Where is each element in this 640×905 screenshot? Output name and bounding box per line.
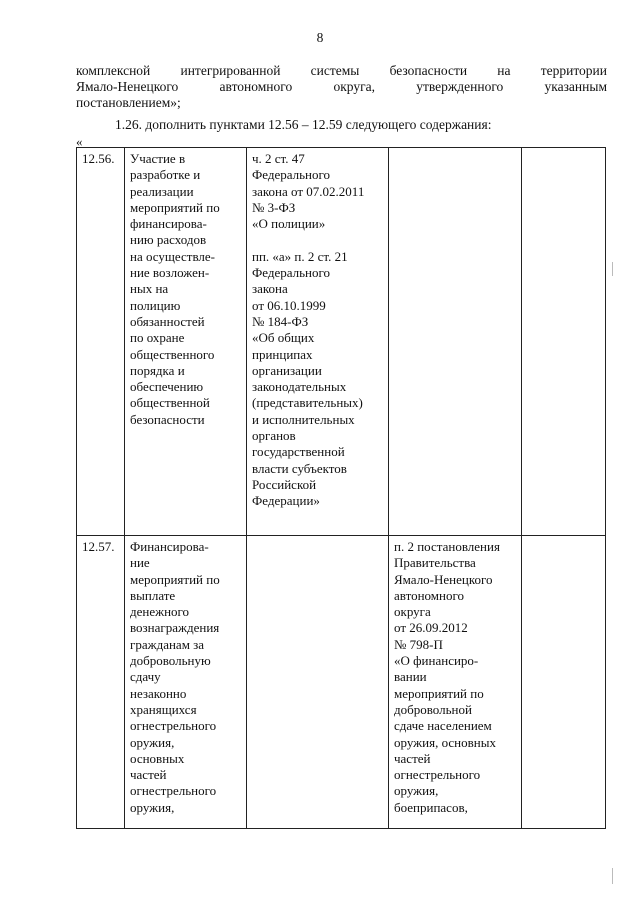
intro-line: комплексной интегрированной системы безопасности на территории <box>76 63 607 78</box>
activity-cell: Участие в разработке и реализации мероприятий по финансирова- нию расходов на осуществле- ние возложен- ных на полицию обязанностей по охране общественного порядка и обеспечению общественной безопасности <box>125 148 247 536</box>
federal-basis-cell: ч. 2 ст. 47 Федерального закона от 07.02.2011 № 3-ФЗ «О полиции» пп. «а» п. 2 ст. 21 Федерального закона от 06.10.1999 № 184-ФЗ «Об общих принципах организации законодательных (представительных) и исполнительных органов государственной власти субъектов Российской Федерации» <box>247 148 389 536</box>
item-number: 12.56. <box>77 148 125 536</box>
scan-edge-mark <box>612 868 613 884</box>
activity-cell: Финансирова- ние мероприятий по выплате денежного вознаграждения гражданам за добровольную сдачу незаконно хранящихся огнестрельного оружия, основных частей огнестрельного оружия, <box>125 536 247 829</box>
regional-basis-cell: п. 2 постановления Правительства Ямало-Ненецкого автономного округа от 26.09.2012 № 798-П «О финансиро- вании мероприятий по добровольной сдаче населением оружия, основных частей огнестрельного оружия, боеприпасов, <box>389 536 522 829</box>
item-number: 12.57. <box>77 536 125 829</box>
opening-quote: « <box>76 134 83 149</box>
note-cell <box>522 536 606 829</box>
note-cell <box>522 148 606 536</box>
federal-basis-cell <box>247 536 389 829</box>
intro-paragraph <box>76 63 607 111</box>
table-row <box>77 536 606 829</box>
intro-line: постановлением»; <box>76 95 181 110</box>
regulation-table <box>76 147 606 829</box>
intro-line: Ямало-Ненецкого автономного округа, утвержденного указанным <box>76 79 607 94</box>
regional-basis-cell <box>389 148 522 536</box>
table-row <box>77 148 606 536</box>
page-number: 8 <box>316 30 324 45</box>
amendment-clause: 1.26. дополнить пунктами 12.56 – 12.59 следующего содержания: <box>115 117 492 132</box>
scan-edge-mark <box>612 262 613 276</box>
